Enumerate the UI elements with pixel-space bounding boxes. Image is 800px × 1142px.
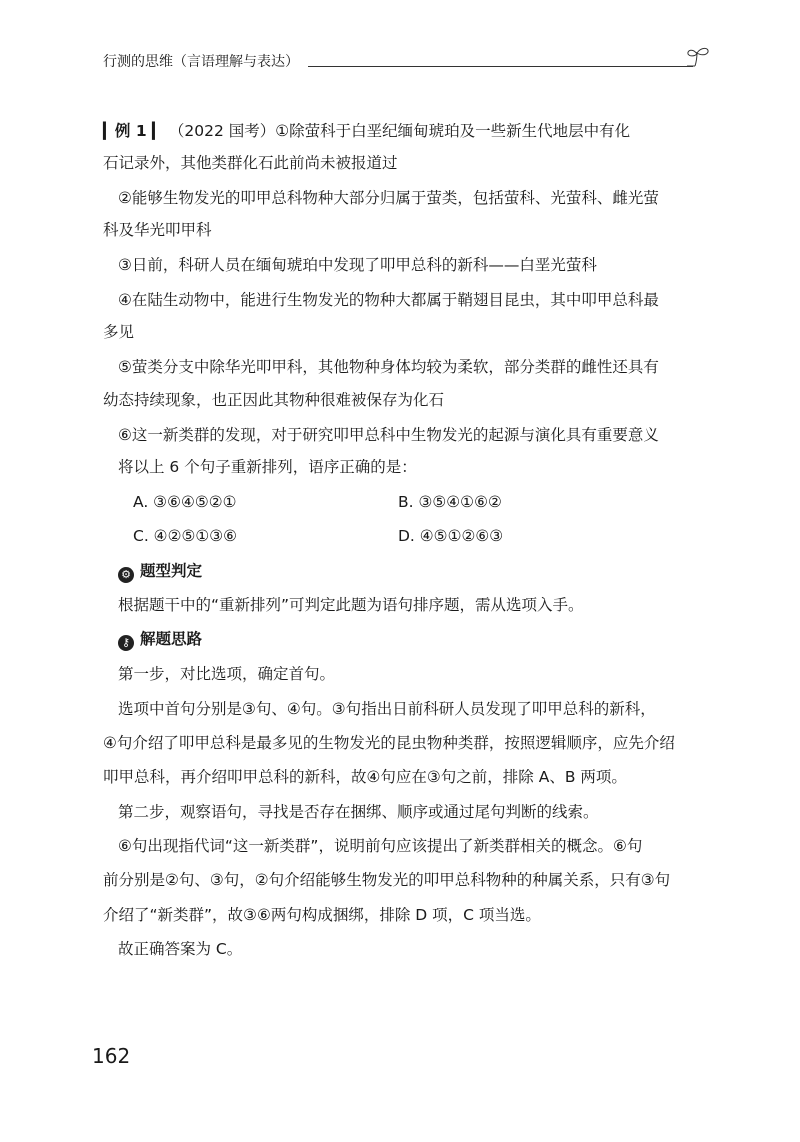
solution-line: 选项中首句分别是③句、④句。③句指出日前科研人员发现了叩甲总科的新科， [118,700,656,718]
example-first-line [103,120,630,142]
example-line: 多见 [103,323,135,341]
example-line: 幼态持续现象，也正因此其物种很难被保存为化石 [103,391,445,409]
sentence-2: ②能够生物发光的叩甲总科物种大部分归属于萤类，包括萤科、光萤科、雌光萤 [118,189,659,207]
page-number: 162 [92,1044,131,1068]
example-line: 石记录外，其他类群化石此前尚未被报道过 [103,154,398,172]
option-d: D. ④⑤①②⑥③ [398,527,504,545]
solution-line: 第一步，对比选项，确定首句。 [118,665,336,683]
example-line: （2022 国考）①除萤科于白垩纪缅甸琥珀及一些新生代地层中有化 [168,122,631,140]
solution-line: 介绍了“新类群”，故③⑥两句构成捆绑，排除 D 项，C 项当选。 [103,906,541,924]
sentence-6: ⑥这一新类群的发现，对于研究叩甲总科中生物发光的起源与演化具有重要意义 [118,426,659,444]
section-paragraph: 根据题干中的“重新排列”可判定此题为语句排序题，需从选项入手。 [118,596,584,614]
solution-line: ⑥句出现指代词“这一新类群”，说明前句应该提出了新类群相关的概念。⑥句 [118,837,643,855]
solution-line: 叩甲总科，再介绍叩甲总科的新科，故④句应在③句之前，排除 A、B 两项。 [103,768,627,786]
solution-line: ④句介绍了叩甲总科是最多见的生物发光的昆虫物种类群，按照逻辑顺序，应先介绍 [103,734,675,752]
example-label: ▎例 1 ▎ [103,122,164,140]
example-line: 科及华光叩甲科 [103,221,212,239]
solution-line: 第二步，观察语句，寻找是否存在捆绑、顺序或通过尾句判断的线索。 [118,803,599,821]
question-prompt: 将以上 6 个句子重新排列，语序正确的是： [118,458,417,476]
sprout-icon [683,44,713,72]
section-heading-question-type [118,560,202,583]
header-rule [308,66,693,67]
section-heading-solution [118,628,202,651]
option-c: C. ④②⑤①③⑥ [133,527,238,545]
running-header [103,52,703,76]
gear-icon: ⚙ [118,567,134,583]
section-title: 解题思路 [140,630,203,648]
answer-line: 故正确答案为 C。 [118,940,243,958]
sentence-5: ⑤萤类分支中除华光叩甲科，其他物种身体均较为柔软，部分类群的雌性还具有 [118,358,659,376]
option-a: A. ③⑥④⑤②① [133,493,237,511]
solution-line: 前分别是②句、③句，②句介绍能够生物发光的叩甲总科物种的种属关系，只有③句 [103,871,671,889]
key-icon: ⚷ [118,635,134,651]
section-title: 题型判定 [140,562,203,580]
option-b: B. ③⑤④①⑥② [398,493,502,511]
sentence-4: ④在陆生动物中，能进行生物发光的物种大都属于鞘翅目昆虫，其中叩甲总科最 [118,291,659,309]
header-title: 行测的思维（言语理解与表达） [103,54,299,70]
sentence-3: ③日前，科研人员在缅甸琥珀中发现了叩甲总科的新科——白垩光萤科 [118,256,597,274]
